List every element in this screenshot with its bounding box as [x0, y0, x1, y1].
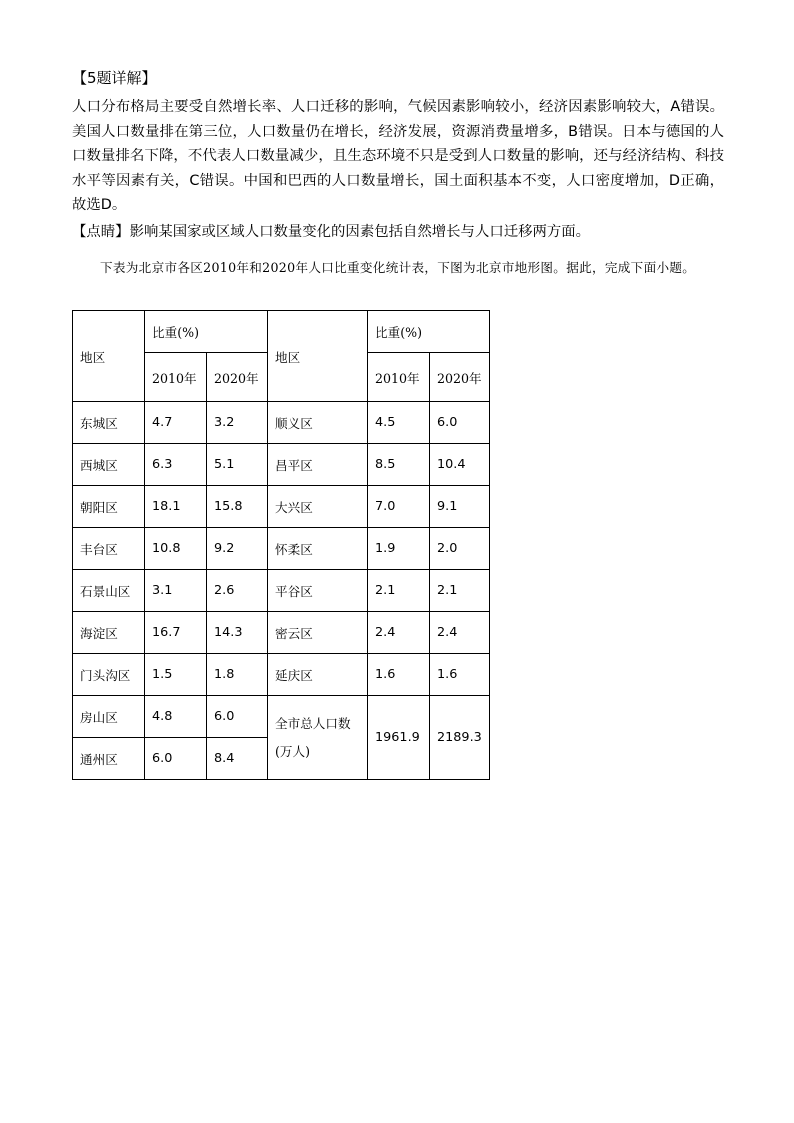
- value-2010: 2.1: [368, 570, 430, 612]
- value-2010: 1.6: [368, 654, 430, 696]
- value-2020: 1.8: [207, 654, 268, 696]
- district-name: 通州区: [73, 738, 145, 780]
- district-name: 海淀区: [73, 612, 145, 654]
- value-2020: 6.0: [430, 402, 490, 444]
- district-name: 丰台区: [73, 528, 145, 570]
- question-intro: 下表为北京市各区2010年和2020年人口比重变化统计表，下图为北京市地形图。据此，完成下面小题。: [100, 260, 696, 275]
- explanation-paragraph: 人口分布格局主要受自然增长率、人口迁移的影响，气候因素影响较小，经济因素影响较大，A错误。美国人口数量排在第三位，人口数量仍在增长，经济发展，资源消费量增多，B错误。日本与德国的人口数量排名下降，不代表人口数量减少，且生态环境不只是受到人口数量的影响，还与经济结构、科技水平等因素有关，C错误。中国和巴西的人口数量增长，国土面积基本不变，人口密度增加，D正确，故选D。: [72, 99, 724, 213]
- header-2020-right: 2020年: [430, 353, 490, 402]
- total-population-label: [268, 696, 368, 780]
- header-2020-left: 2020年: [207, 353, 268, 402]
- district-name: 西城区: [73, 444, 145, 486]
- table-row: [73, 402, 490, 444]
- district-name: 大兴区: [268, 486, 368, 528]
- key-point-comment: 【点睛】影响某国家或区域人口数量变化的因素包括自然增长与人口迁移两方面。: [72, 224, 591, 240]
- value-2020: 9.1: [430, 486, 490, 528]
- value-2020: 2.1: [430, 570, 490, 612]
- value-2020: 8.4: [207, 738, 268, 780]
- table-row: [73, 612, 490, 654]
- table-row: [73, 444, 490, 486]
- value-2010: 4.5: [368, 402, 430, 444]
- value-2020: 5.1: [207, 444, 268, 486]
- total-label-line1: 全市总人口数: [275, 715, 351, 731]
- value-2020: 3.2: [207, 402, 268, 444]
- value-2010: 6.0: [145, 738, 207, 780]
- table-row: [73, 486, 490, 528]
- district-name: 延庆区: [268, 654, 368, 696]
- header-region-right: 地区: [268, 311, 368, 402]
- header-ratio-right: 比重(%): [368, 311, 490, 353]
- value-2010: 1.5: [145, 654, 207, 696]
- district-name: 平谷区: [268, 570, 368, 612]
- district-name: 门头沟区: [73, 654, 145, 696]
- value-2010: 10.8: [145, 528, 207, 570]
- header-2010-right: 2010年: [368, 353, 430, 402]
- table-row: [73, 654, 490, 696]
- value-2010: 4.7: [145, 402, 207, 444]
- district-name: 房山区: [73, 696, 145, 738]
- value-2010: 2.4: [368, 612, 430, 654]
- table-header-row: [73, 311, 490, 353]
- value-2010: 4.8: [145, 696, 207, 738]
- district-name: 昌平区: [268, 444, 368, 486]
- value-2010: 6.3: [145, 444, 207, 486]
- district-name: 东城区: [73, 402, 145, 444]
- header-region-left: 地区: [73, 311, 145, 402]
- value-2020: 2.6: [207, 570, 268, 612]
- table-row: [73, 528, 490, 570]
- total-2020: 2189.3: [430, 696, 490, 780]
- value-2020: 1.6: [430, 654, 490, 696]
- value-2020: 6.0: [207, 696, 268, 738]
- population-ratio-table: [72, 310, 490, 780]
- value-2010: 8.5: [368, 444, 430, 486]
- value-2010: 7.0: [368, 486, 430, 528]
- table-row: [73, 570, 490, 612]
- total-2010: 1961.9: [368, 696, 430, 780]
- header-2010-left: 2010年: [145, 353, 207, 402]
- value-2010: 3.1: [145, 570, 207, 612]
- value-2010: 18.1: [145, 486, 207, 528]
- district-name: 密云区: [268, 612, 368, 654]
- value-2020: 15.8: [207, 486, 268, 528]
- district-name: 怀柔区: [268, 528, 368, 570]
- district-name: 顺义区: [268, 402, 368, 444]
- value-2020: 2.4: [430, 612, 490, 654]
- value-2010: 16.7: [145, 612, 207, 654]
- value-2020: 9.2: [207, 528, 268, 570]
- explanation-heading: 【5题详解】: [72, 69, 157, 87]
- value-2020: 14.3: [207, 612, 268, 654]
- value-2020: 2.0: [430, 528, 490, 570]
- district-name: 朝阳区: [73, 486, 145, 528]
- value-2020: 10.4: [430, 444, 490, 486]
- district-name: 石景山区: [73, 570, 145, 612]
- table-row: [73, 696, 490, 738]
- total-label-line2: (万人): [275, 743, 311, 759]
- header-ratio-left: 比重(%): [145, 311, 268, 353]
- value-2010: 1.9: [368, 528, 430, 570]
